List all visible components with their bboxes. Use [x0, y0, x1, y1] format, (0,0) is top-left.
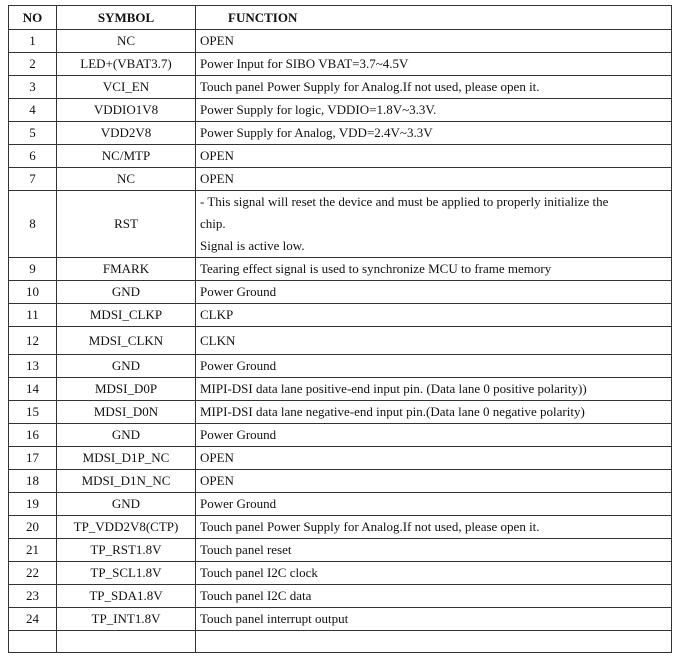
table-row — [9, 562, 672, 585]
table-row — [9, 258, 672, 281]
pin-function: Touch panel Power Supply for Analog.If not used, please open it. — [196, 516, 672, 539]
table-row — [9, 30, 672, 53]
pin-number: 18 — [9, 470, 57, 493]
pin-symbol: MDSI_CLKN — [57, 327, 196, 355]
table-row — [9, 447, 672, 470]
pin-symbol: TP_SDA1.8V — [57, 585, 196, 608]
pin-function: OPEN — [196, 447, 672, 470]
pin-number: 8 — [9, 191, 57, 258]
pin-function: Touch panel reset — [196, 539, 672, 562]
pin-number: 9 — [9, 258, 57, 281]
pin-symbol: NC — [57, 30, 196, 53]
pin-symbol: FMARK — [57, 258, 196, 281]
pin-symbol: GND — [57, 281, 196, 304]
pin-symbol: GND — [57, 424, 196, 447]
pin-number: 3 — [9, 76, 57, 99]
pin-number: 16 — [9, 424, 57, 447]
pin-symbol: NC — [57, 168, 196, 191]
pin-function: MIPI-DSI data lane positive-end input pin. (Data lane 0 positive polarity)) — [196, 378, 672, 401]
pin-number: 17 — [9, 447, 57, 470]
table-row — [9, 355, 672, 378]
table-row — [9, 470, 672, 493]
pin-function: Touch panel interrupt output — [196, 608, 672, 631]
pin-symbol: MDSI_D1N_NC — [57, 470, 196, 493]
pin-number: 24 — [9, 608, 57, 631]
pin-number: 22 — [9, 562, 57, 585]
pin-function: OPEN — [196, 470, 672, 493]
pin-symbol: VCI_EN — [57, 76, 196, 99]
pin-function: CLKN — [196, 327, 672, 355]
empty-cell — [9, 631, 57, 653]
pin-symbol: MDSI_CLKP — [57, 304, 196, 327]
pin-symbol: GND — [57, 493, 196, 516]
pin-number: 13 — [9, 355, 57, 378]
table-row — [9, 99, 672, 122]
pin-symbol: RST — [57, 191, 196, 258]
pin-function: Power Ground — [196, 424, 672, 447]
pin-symbol: TP_VDD2V8(CTP) — [57, 516, 196, 539]
pin-symbol: VDD2V8 — [57, 122, 196, 145]
pin-function: OPEN — [196, 168, 672, 191]
pin-number: 4 — [9, 99, 57, 122]
pin-symbol: VDDIO1V8 — [57, 99, 196, 122]
table-body — [9, 30, 672, 653]
pin-function: Power Supply for Analog, VDD=2.4V~3.3V — [196, 122, 672, 145]
table-row — [9, 191, 672, 258]
table-row — [9, 608, 672, 631]
pin-symbol: TP_RST1.8V — [57, 539, 196, 562]
table-row — [9, 516, 672, 539]
pin-function: MIPI-DSI data lane negative-end input pin.(Data lane 0 negative polarity) — [196, 401, 672, 424]
pin-function-line: - This signal will reset the device and must be applied to properly initialize the — [200, 194, 609, 209]
pin-function-line: chip. — [200, 216, 226, 231]
pin-symbol: LED+(VBAT3.7) — [57, 53, 196, 76]
pin-definition-table — [8, 5, 672, 653]
pin-function: Power Ground — [196, 493, 672, 516]
header-no: NO — [9, 6, 57, 30]
table-row — [9, 168, 672, 191]
table-row — [9, 53, 672, 76]
pin-function — [196, 191, 672, 258]
pin-function: OPEN — [196, 30, 672, 53]
pin-number: 11 — [9, 304, 57, 327]
header-symbol: SYMBOL — [57, 6, 196, 30]
table-row — [9, 493, 672, 516]
pin-number: 6 — [9, 145, 57, 168]
pin-function: OPEN — [196, 145, 672, 168]
pin-symbol: NC/MTP — [57, 145, 196, 168]
pin-symbol: MDSI_D0P — [57, 378, 196, 401]
pin-function: Touch panel Power Supply for Analog.If not used, please open it. — [196, 76, 672, 99]
pin-number: 23 — [9, 585, 57, 608]
pin-number: 14 — [9, 378, 57, 401]
pin-function-line: Signal is active low. — [200, 238, 305, 253]
header-function: FUNCTION — [196, 6, 672, 30]
pin-function: Touch panel I2C data — [196, 585, 672, 608]
pin-number: 1 — [9, 30, 57, 53]
empty-cell — [57, 631, 196, 653]
header-row — [9, 6, 672, 30]
pin-function: Tearing effect signal is used to synchronize MCU to frame memory — [196, 258, 672, 281]
pin-number: 12 — [9, 327, 57, 355]
pin-number: 15 — [9, 401, 57, 424]
table-row — [9, 304, 672, 327]
pin-symbol: MDSI_D0N — [57, 401, 196, 424]
table-row — [9, 378, 672, 401]
pin-number: 5 — [9, 122, 57, 145]
pin-symbol: TP_INT1.8V — [57, 608, 196, 631]
pin-number: 7 — [9, 168, 57, 191]
pin-number: 19 — [9, 493, 57, 516]
pin-number: 2 — [9, 53, 57, 76]
pin-function: CLKP — [196, 304, 672, 327]
table-row — [9, 145, 672, 168]
table-row — [9, 76, 672, 99]
empty-cell — [196, 631, 672, 653]
table-row — [9, 539, 672, 562]
pin-symbol: TP_SCL1.8V — [57, 562, 196, 585]
table-row — [9, 281, 672, 304]
pin-function: Power Ground — [196, 355, 672, 378]
table-row — [9, 401, 672, 424]
empty-row — [9, 631, 672, 653]
pin-function: Power Ground — [196, 281, 672, 304]
table-row — [9, 122, 672, 145]
table-row — [9, 424, 672, 447]
pin-function: Touch panel I2C clock — [196, 562, 672, 585]
pin-symbol: GND — [57, 355, 196, 378]
pin-function: Power Supply for logic, VDDIO=1.8V~3.3V. — [196, 99, 672, 122]
pin-number: 20 — [9, 516, 57, 539]
pin-number: 21 — [9, 539, 57, 562]
pin-function: Power Input for SIBO VBAT=3.7~4.5V — [196, 53, 672, 76]
pin-number: 10 — [9, 281, 57, 304]
table-row — [9, 327, 672, 355]
pin-symbol: MDSI_D1P_NC — [57, 447, 196, 470]
table-row — [9, 585, 672, 608]
